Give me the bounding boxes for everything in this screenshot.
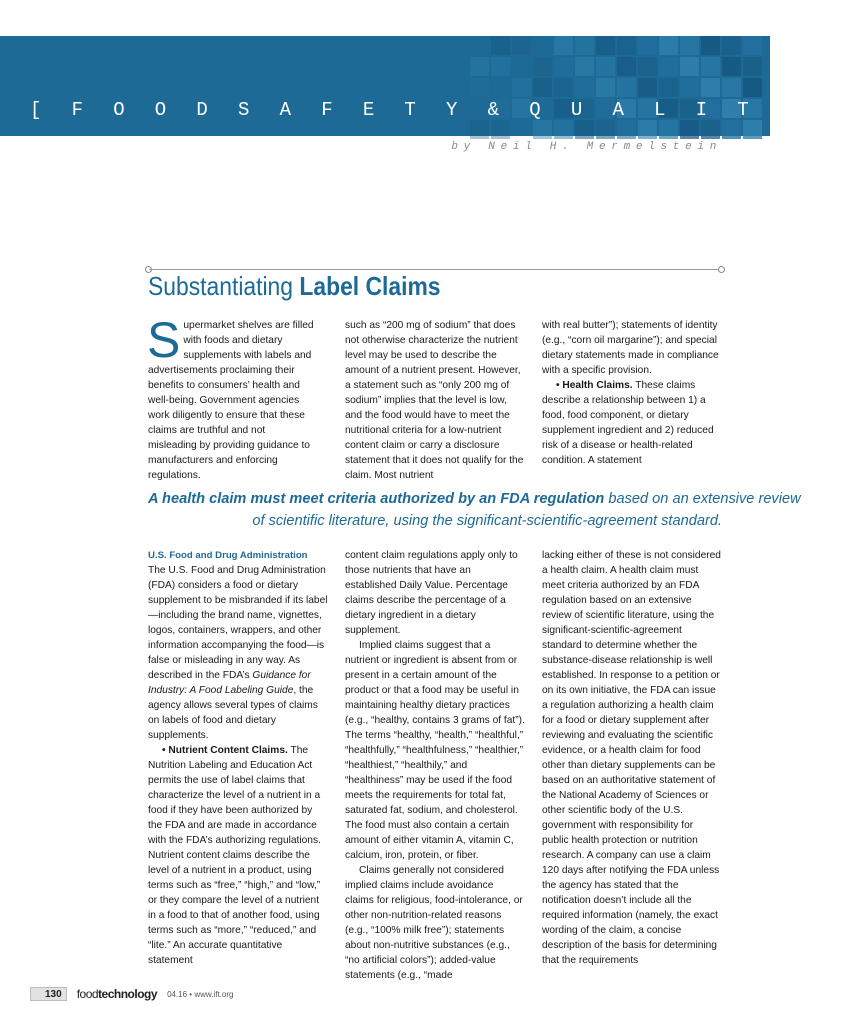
health-claims-lead: • Health Claims. [556, 380, 633, 391]
title-rule [149, 269, 721, 270]
intro-column-1 [147, 312, 314, 483]
body-text-1b: • Nutrient Content Claims. The Nutrition Labeling and Education Act permits the use of label claims that characterize the level of a nutrient in a food if they have been authorized by the FDA and are made in accordance with the FDA’s authorizing regulations. Nutrient content claims describe the level of a nutrient in a product, using terms such as “free,” “high,” and “low,” or they compare the level of a nutrient in a food to that of another food, using terms such as “more,” “reduced,” and “lite.” An accurate quantitative statement [148, 745, 321, 966]
nutrient-claims-lead: • Nutrient Content Claims. [162, 745, 288, 756]
pull-quote-bold: A health claim must meet criteria authorized by an FDA regulation [148, 491, 605, 507]
rule-dot-right [718, 266, 725, 273]
section-title: [ F O O D S A F E T Y & Q U A L I T Y ] [30, 99, 841, 121]
magazine-name: foodtechnology [76, 987, 158, 1001]
header-banner [0, 36, 770, 136]
subhead-fda: U.S. Food and Drug Administration [148, 550, 308, 561]
body-text-1a: The U.S. Food and Drug Administration (FDA) considers a food or dietary supplement to be misbranded if its label—including the brand name, vignettes, logos, containers, wrappers, and other information accompanying the food—is false or misleading in any way. As described in the FDA’s Guidance for Industry: A Food Labeling Guide, the agency allows several types of claims on labels of food and dietary supplements. [148, 565, 328, 741]
intro-column-3 [542, 318, 722, 468]
intro-column-2 [345, 318, 525, 483]
pull-quote-line2: of scientific literature, using the significant-scientific-agreement standard. [252, 513, 722, 529]
article-title [148, 271, 441, 302]
body-column-2 [345, 548, 525, 983]
pull-quote-rest: based on an extensive review [608, 491, 801, 507]
body-text-3: lacking either of these is not considered a health claim. A health claim must meet criteria authorized by an FDA regulation based on an extensive review of scientific literature, using the significant-scientific-agreement standard to determine whether the substance-disease relationship is well established. In response to a petition or on its own initiative, the FDA can issue a regulation authorizing a health claim for a food or dietary supplement after reviewing and evaluating the scientific evidence, or a health claim for food other than dietary supplements can be based on an authoritative statement of the National Academy of Sciences or other scientific body of the U.S. government with responsibility for public health protection or nutrition research. A company can use a claim 120 days after notifying the FDA unless the agency has stated that the notification doesn’t include all the required information (namely, the exact wording of the claim, a concise description of the basis for determining that the requirements [542, 550, 721, 966]
intro-text-3b: • Health Claims. These claims describe a relationship between 1) a food, food component, or dietary supplement ingredient and 2) reduced risk of a disease or health-related condition. A statement [542, 380, 714, 466]
intro-text-3a: with real butter”); statements of identity (e.g., “corn oil margarine”); and special dietary statements made in compliance with a specific provision. [542, 320, 719, 376]
byline: by Neil H. Mermelstein [451, 141, 722, 153]
intro-text-2: such as “200 mg of sodium” that does not otherwise characterize the nutrient level may be used to describe the amount of a nutrient present. However, a statement such as “only 200 mg of sodium” implies that the level is low, and the food would have to meet the nutritional criteria for a low-nutrient content claim or carry a disclosure statement that it does not qualify for the claim. Most nutrient [345, 320, 524, 481]
body-column-1 [148, 548, 328, 968]
intro-text-1: upermarket shelves are filled with foods and dietary supplements with labels and advertisements proclaiming their benefits to consumers’ health and well-being. Government agencies work diligently to ensure that these claims are truthful and not misleading by providing guidance to manufacturers and enforcing regulations. [148, 320, 314, 481]
drop-cap: S [147, 312, 181, 368]
page-number: 130 [30, 987, 67, 1001]
body-text-2b: Implied claims suggest that a nutrient or ingredient is absent from or present in a certain amount of the product or that a food may be useful in maintaining healthy dietary practices (e.g., “healthy, contains 3 grams of fat”). The terms “healthy, “health,” “healthful,” “healthfully,” “healthfulness,” “healthier,” “healthiest,” “healthily,” and “healthiness” may be used if the food meets the requirements for total fat, saturated fat, sodium, and cholesterol. The food must also contain a certain amount of either vitamin A, vitamin C, calcium, iron, protein, or fiber. [345, 640, 525, 861]
page-footer [30, 986, 233, 1002]
guidance-title: Guidance for Industry: A Food Labeling Guide [148, 670, 311, 696]
title-bold: Label Claims [299, 271, 441, 301]
pull-quote [148, 488, 801, 532]
title-light: Substantiating [148, 271, 294, 301]
issue-info: 04.16 • www.ift.org [167, 989, 234, 999]
banner-mosaic-pattern [0, 36, 770, 136]
body-text-2c: Claims generally not considered implied claims include avoidance claims for religious, food-intolerance, or other non-nutrition-related reasons (e.g., “100% milk free”); statements about non-nutritive substances (e.g., “no artificial colors”); added-value statements (e.g., “made [345, 865, 523, 981]
body-column-3 [542, 548, 722, 968]
body-text-2a: content claim regulations apply only to those nutrients that have an established Daily Value. Percentage claims describe the percentage of a dietary ingredient in a dietary supplement. [345, 550, 518, 636]
